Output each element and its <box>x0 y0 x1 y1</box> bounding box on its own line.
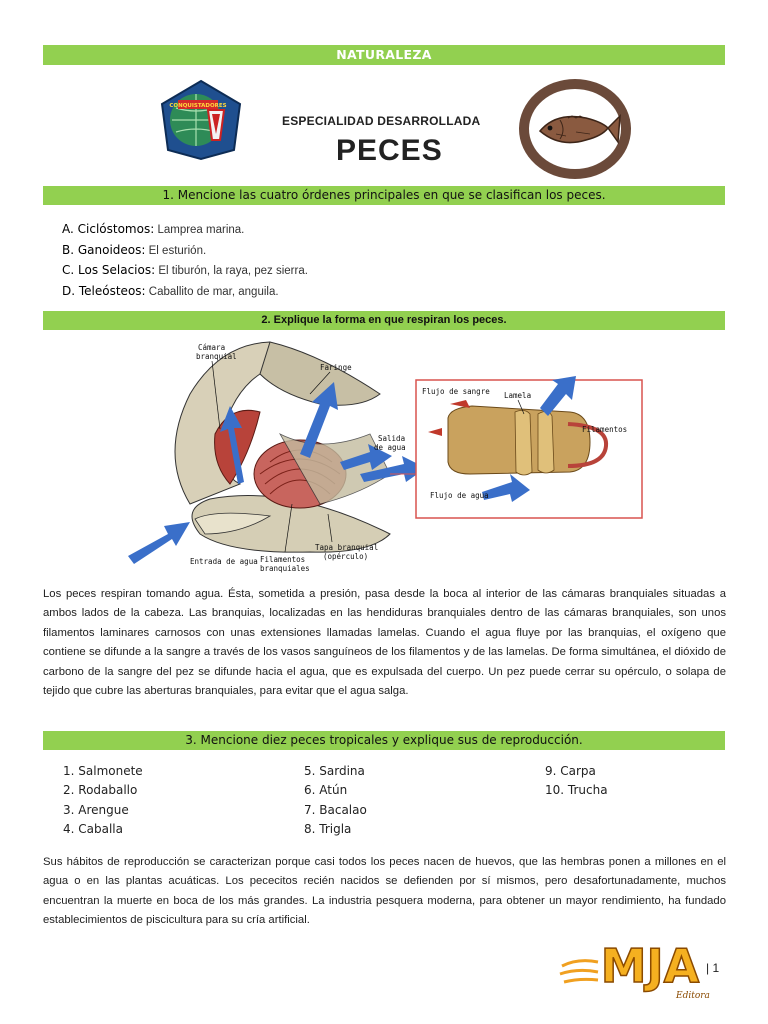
specialty-title: PECES <box>336 134 443 167</box>
label-tapa-2: (opérculo) <box>323 552 369 561</box>
list-item: 1. Salmonete <box>63 764 143 778</box>
label-entrada: Entrada de agua <box>190 557 258 566</box>
question-3-bar <box>43 731 725 750</box>
label-filamentos-r: Filamentos <box>582 425 628 434</box>
item-key: C. Los Selacios: <box>62 263 156 277</box>
list-item <box>62 282 308 303</box>
badge-text: CONQUISTADORES <box>169 103 227 109</box>
list-item <box>62 241 308 262</box>
label-salida-2: de agua <box>374 443 406 452</box>
list-item: 4. Caballa <box>63 821 123 836</box>
label-tapa-1: Tapa branquial <box>315 543 379 552</box>
label-salida-1: Salida <box>378 434 406 443</box>
list-item: 9. Carpa <box>545 764 596 778</box>
question-2-bar <box>43 311 725 330</box>
breathing-explanation: Los peces respiran tomando agua. Ésta, sometida a presión, pasa desde la boca al interior de las cámaras branquiales situadas a ambos lados de la cabeza. Las branquias, localizadas en las hendiduras branquiales dentro de las cámaras branquiales, son unos filamentos laminares carnosos con unas extensiones llamadas lamelas. Cuando el agua fluye por las branquias, el oxígeno que contiene se difunde a la sangre a través de los vasos sanguíneos de los filamentos y de las lamelas. De forma simultánea, el dióxido de carbono de la sangre del pez se difunde hacia el agua, que es expulsada del cuerpo. Un pez puede cerrar su opérculo, o solapa de tejido que cubre las aberturas branquiales, para evitar que el agua salga. <box>43 588 726 698</box>
list-item: 8. Trigla <box>304 821 352 836</box>
item-value: El tiburón, la raya, pez sierra. <box>155 265 308 277</box>
question-3: 3. Mencione diez peces tropicales y explique sus de reproducción. <box>185 733 583 747</box>
fish-list-col-1 <box>63 762 143 839</box>
mja-logo <box>558 928 710 1004</box>
fish-list-col-3 <box>545 762 608 801</box>
item-key: D. Teleósteos: <box>62 283 146 298</box>
specialty-subtitle: ESPECIALIDAD DESARROLLADA <box>282 114 481 128</box>
item-value: El esturión. <box>145 244 207 257</box>
section-title: NATURALEZA <box>336 47 432 62</box>
question-1: 1. Mencione las cuatro órdenes principales en que se clasifican los peces. <box>162 188 606 202</box>
list-item <box>62 261 308 282</box>
fish-badge <box>516 76 634 182</box>
item-key: A. Ciclóstomos: <box>62 222 155 236</box>
item-value: Caballito de mar, anguila. <box>145 285 279 298</box>
list-item: 6. Atún <box>304 783 348 798</box>
item-value: Lamprea marina. <box>154 224 245 236</box>
reproduction-explanation: Sus hábitos de reproducción se caracterizan porque casi todos los peces nacen de huevos, que las hembras ponen a millones en el agua o en las plantas acuáticas. Los pececitos recién nacidos se defienden por sí mismos, pero desafortunadamente, muchos encuentran la muerte en boca de los más grandes. La industria pesquera moderna, para obtener un mayor rendimiento, ha fundado establecimientos de piscicultura para su cría artificial. <box>43 856 726 927</box>
label-lamela: Lamela <box>504 391 532 400</box>
label-filamentos-1: Filamentos <box>260 555 306 564</box>
list-item: 7. Bacalao <box>304 802 367 817</box>
list-item: 5. Sardina <box>304 764 365 778</box>
logo-text: MJA <box>600 939 700 993</box>
list-item: 10. Trucha <box>545 783 608 798</box>
fish-list-col-2 <box>304 762 367 839</box>
logo-sub: Editora <box>676 991 710 1001</box>
list-item <box>62 220 308 241</box>
label-filamentos-2: branquiales <box>260 564 310 573</box>
question-1-bar <box>43 186 725 205</box>
section-title-bar <box>43 45 725 65</box>
label-camara-1: Cámara <box>198 343 226 352</box>
label-flujo-agua: Flujo de agua <box>430 491 489 500</box>
label-camara-2: branquial <box>196 352 237 361</box>
label-faringe: Faringe <box>320 363 352 372</box>
item-key: B. Ganoideos: <box>62 242 146 257</box>
page-number: | 1 <box>706 961 720 975</box>
label-flujo-sangre: Flujo de sangre <box>422 387 490 396</box>
orders-list <box>62 220 308 302</box>
conquistadores-badge <box>160 80 242 160</box>
gill-diagram <box>120 334 650 574</box>
list-item: 3. Arengue <box>63 802 129 817</box>
question-2: 2. Explique la forma en que respiran los peces. <box>261 314 507 326</box>
list-item: 2. Rodaballo <box>63 783 138 798</box>
